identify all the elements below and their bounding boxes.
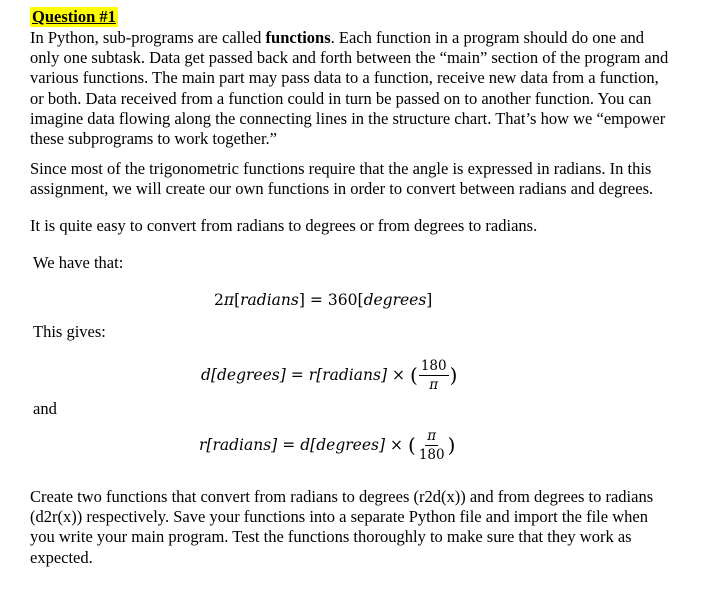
eq1-number: 360	[327, 291, 358, 309]
radians-paragraph: Since most of the trigonometric functions require that the angle is expressed in radians. In this assignment, we will create our own functions in order to convert between radians and degrees.	[30, 159, 654, 199]
eq1-coefficient: 2	[214, 291, 224, 309]
question-title: Question #1	[32, 7, 116, 26]
eq1-radians-unit: radians	[240, 291, 299, 309]
eq1-degrees-unit: degrees	[363, 291, 427, 309]
eq3-degrees-unit: [degrees]	[310, 436, 385, 454]
equation-rad-to-deg	[201, 352, 457, 398]
and-label: and	[33, 399, 57, 418]
eq2-var-d: d	[201, 366, 211, 384]
eq1-bracket-close-1: ]	[298, 291, 305, 309]
eq1-bracket-close-2: ]	[426, 291, 433, 309]
eq3-var-r: r	[199, 436, 207, 454]
eq3-var-d: d	[300, 436, 311, 454]
intro-text-start: In Python, sub-programs are called	[30, 28, 266, 47]
we-have-label: We have that:	[33, 253, 124, 272]
functions-bold-term: functions	[265, 28, 331, 47]
eq1-bracket-open-1: [	[234, 291, 241, 309]
eq3-denominator: 180	[418, 446, 445, 463]
equation-deg-to-rad	[199, 421, 455, 469]
task-paragraph: Create two functions that convert from radians to degrees (r2d(x)) and from degrees to radians (d2r(x)) respectively. Save your functions into a separate Python file and import the file when you write your main program. Test the functions thoroughly to make sure that they work as expected.	[30, 487, 654, 567]
eq3-fraction	[417, 428, 447, 463]
equation-full-circle	[214, 288, 432, 312]
eq1-bracket-open-2: [	[357, 291, 364, 309]
eq1-equals: =	[309, 291, 323, 309]
eq2-radians-unit: [radians]	[316, 366, 387, 384]
eq2-var-r: r	[308, 366, 317, 384]
eq2-paren-close: )	[449, 363, 458, 387]
eq3-paren-open: (	[408, 433, 416, 457]
eq2-denominator: π	[429, 376, 439, 393]
eq3-numerator: π	[427, 427, 437, 444]
eq2-degrees-unit: [degrees]	[210, 366, 286, 384]
eq3-radians-unit: [radians]	[206, 436, 278, 454]
eq2-equals: =	[290, 366, 304, 384]
eq2-fraction	[419, 358, 449, 393]
eq3-equals: =	[282, 436, 296, 454]
intro-paragraph	[30, 28, 670, 149]
eq2-numerator: 180	[420, 357, 447, 374]
eq3-times: ×	[390, 436, 403, 454]
eq3-paren-close: )	[447, 433, 456, 457]
conversion-paragraph: It is quite easy to convert from radians to degrees or from degrees to radians.	[30, 216, 538, 235]
eq2-paren-open: (	[410, 363, 418, 387]
this-gives-label: This gives:	[33, 322, 106, 341]
intro-text-rest: . Each function in a program should do one and only one subtask. Data get passed back and forth between the “main” section of the program and various functions. The main part may pass data to a function, receive new data from a function, or both. Data received from a function could in turn be passed on to another function. You can imagine data flowing along the connecting lines in the structure chart. That’s how we “empower these subprograms to work together.”	[30, 28, 669, 149]
eq1-pi: π	[223, 291, 235, 309]
eq2-times: ×	[392, 366, 405, 384]
